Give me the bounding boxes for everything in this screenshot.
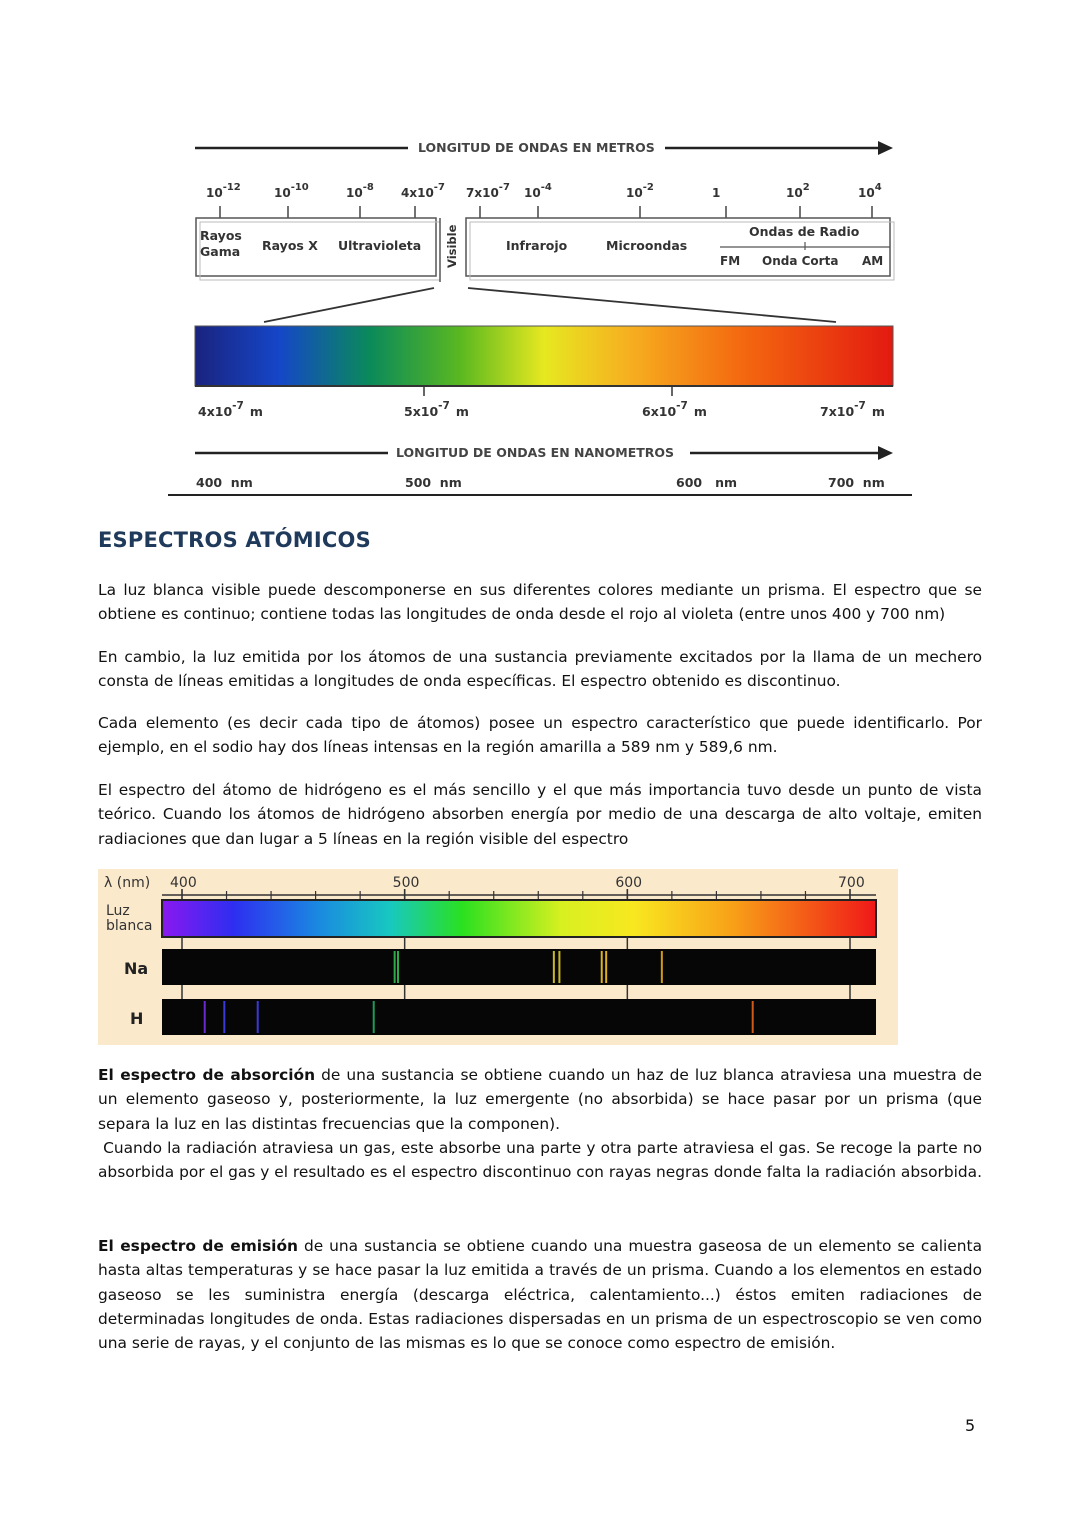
meter-label-2: $6x10^{-7}$ m — [642, 400, 707, 419]
exponent-tick-labels — [206, 182, 882, 218]
axis-tick-label-700: 700 — [838, 875, 865, 891]
em-spectrum-figure — [160, 130, 920, 510]
white-light-label-2: blanca — [106, 918, 153, 934]
fm-label: FM — [720, 254, 741, 268]
meter-label-0: $4x10^{-7}$ m — [198, 400, 263, 419]
na-label: Na — [124, 959, 149, 978]
header-top-label: LONGITUD DE ONDAS EN METROS — [418, 140, 655, 155]
emission-title: El espectro de emisión — [98, 1237, 298, 1255]
nm-label-500: 500 nm — [405, 475, 462, 490]
exponent-tick-6: $10^{-2}$ — [626, 182, 654, 200]
arrow-head-icon — [878, 141, 893, 155]
white-light-label-1: Luz — [106, 903, 130, 919]
axis-tick-label-400: 400 — [170, 875, 197, 891]
absorption-text-2: Cuando la radiación atraviesa un gas, este absorbe una parte y otra parte atraviesa el gas. Se recoge la parte no absorbida por el gas y el resultado es el espectro discontinuo con rayas negras donde falta la radiación absorbida. — [98, 1138, 987, 1182]
visible-gradient-bar — [195, 326, 893, 386]
exponent-tick-7: 1 — [712, 186, 721, 200]
section-title: ESPECTROS ATÓMICOS — [98, 528, 371, 552]
exponent-tick-5: $10^{-4}$ — [524, 182, 552, 200]
h-label: H — [130, 1009, 144, 1028]
exponent-tick-1: $10^{-10}$ — [274, 182, 309, 200]
emission-text: de una sustancia se obtiene cuando una muestra gaseosa de un elemento se calienta hasta altas temperaturas y se hace pasar la luz emitida a través de un prisma. Cuando a los elementos en estado gaseoso se les suministra energía (descarga eléctrica, calentamiento...) éstos emiten radiaciones de determinadas longitudes de onda. Estas radiaciones dispersadas en un prisma de un espectroscopio se ven como una serie de rayas, y el conjunto de las mismas es lo que se conoce como espectro de emisión. — [98, 1237, 983, 1353]
axis-tick-label-600: 600 — [615, 875, 643, 891]
white-light-spectrum — [162, 900, 876, 937]
ir-label: Infrarojo — [506, 238, 568, 253]
paragraph-6 — [98, 1234, 982, 1355]
uv-label: Ultravioleta — [338, 238, 422, 253]
axis-label: λ (nm) — [104, 875, 151, 891]
exponent-tick-0: $10^{-12}$ — [206, 182, 241, 200]
header-bottom-label: LONGITUD DE ONDAS EN NANOMETROS — [396, 445, 675, 460]
exponent-tick-3: $4x10^{-7}$ — [401, 182, 445, 200]
exponent-tick-8: $10^2$ — [786, 182, 810, 200]
meter-labels — [198, 400, 885, 419]
zoom-line-right — [468, 288, 836, 322]
exponent-tick-2: $10^{-8}$ — [346, 182, 374, 200]
nm-label-400: 400 nm — [196, 475, 253, 490]
zoom-line-left — [264, 288, 434, 322]
meter-label-1: $5x10^{-7}$ m — [404, 400, 469, 419]
paragraph-1: La luz blanca visible puede descomponerse en sus diferentes colores mediante un prisma. El espectro que se obtiene es continuo; contiene todas las longitudes de onda desde el rojo al violeta (entre unos 400 y 700 nm) — [98, 581, 982, 624]
gamma-label-2: Gama — [200, 244, 241, 259]
xray-label: Rayos X — [262, 238, 318, 253]
nm-label-700: 700 nm — [828, 475, 885, 490]
radio-label: Ondas de Radio — [749, 224, 860, 239]
page-number: 5 — [965, 1416, 976, 1435]
microwave-label: Microondas — [606, 238, 688, 253]
exponent-tick-9: $10^4$ — [858, 182, 882, 200]
h-spectrum-bar — [162, 999, 876, 1035]
line-spectra-figure — [98, 869, 898, 1045]
absorption-title: El espectro de absorción — [98, 1066, 316, 1084]
exponent-tick-4: $7x10^{-7}$ — [466, 182, 510, 200]
visible-label: Visible — [445, 224, 459, 268]
paragraph-2: En cambio, la luz emitida por los átomos de una sustancia previamente excitados por la llama de un mechero consta de líneas emitidas a longitudes de onda específicas. El espectro obtenido es discontinuo. — [98, 648, 982, 691]
am-label: AM — [862, 254, 884, 268]
gamma-label-1: Rayos — [200, 228, 242, 243]
paragraph-5 — [98, 1063, 987, 1184]
paragraph-4: El espectro del átomo de hidrógeno es el más sencillo y el que más importancia tuvo desde un punto de vista teórico. Cuando los átomos de hidrógeno absorben energía por medio de una descarga de alto voltaje, emiten radiaciones que dan lugar a 5 líneas en la región visible del espectro — [98, 781, 982, 848]
axis-tick-label-500: 500 — [392, 875, 420, 891]
arrow-head-icon — [878, 446, 893, 460]
meter-label-3: $7x10^{-7}$ m — [820, 400, 885, 419]
short-wave-label: Onda Corta — [762, 254, 839, 268]
nm-label-600: 600 nm — [676, 475, 738, 490]
paragraph-3: Cada elemento (es decir cada tipo de átomos) posee un espectro característico que puede identificarlo. Por ejemplo, en el sodio hay dos líneas intensas en la región amarilla a 589 nm y 589,6 nm. — [98, 714, 982, 757]
na-spectrum-bar — [162, 949, 876, 985]
absorption-text: de una sustancia se obtiene cuando un haz de luz blanca atraviesa una muestra de un elemento gaseoso y, posteriormente, la luz emergente (no absorbida) se hace pasar por un prisma (que separa la luz en las distintas frecuencias que la componen). — [98, 1066, 982, 1133]
